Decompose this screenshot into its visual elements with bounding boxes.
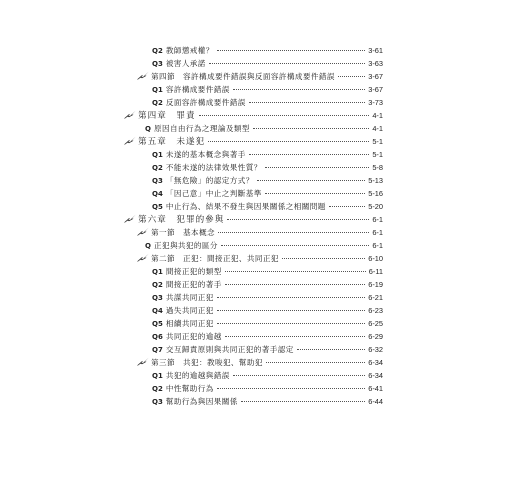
- quill-icon: [137, 253, 149, 262]
- entry-title: 反面容許構成要件錯誤: [165, 98, 246, 107]
- dot-leader: [225, 335, 365, 337]
- page-number: 6-32: [368, 345, 383, 354]
- dot-leader: [241, 400, 365, 402]
- toc-entry-q: [152, 44, 383, 57]
- dot-leader: [208, 140, 369, 142]
- dot-leader: [338, 75, 365, 77]
- toc-entry-q: [152, 343, 383, 356]
- entry-title: 第四章 罪責: [138, 111, 196, 121]
- page-number: 6-34: [368, 371, 383, 380]
- question-marker: Q6: [152, 333, 163, 341]
- page-number: 6-1: [372, 241, 383, 250]
- toc-entry-q: [152, 174, 383, 187]
- quill-icon: [124, 136, 136, 145]
- toc-entry-q: [152, 369, 383, 382]
- page-number: 5-8: [372, 163, 383, 172]
- dot-leader: [249, 153, 370, 155]
- page-number: 6-41: [368, 384, 383, 393]
- entry-title: 原因自由行為之理論及類型: [153, 124, 250, 133]
- entry-title: 「無危險」的認定方式？: [165, 176, 254, 185]
- dot-leader: [266, 361, 365, 363]
- entry-title: 交互歸責原則與共同正犯的著手認定: [165, 345, 294, 354]
- toc-entry-q: [152, 148, 383, 161]
- page-number: 3-61: [368, 46, 383, 55]
- question-marker: Q4: [152, 190, 163, 198]
- page-number: 6-29: [368, 332, 383, 341]
- toc-entry-q: [152, 265, 383, 278]
- entry-title: 間接正犯的著手: [165, 280, 222, 289]
- toc-entry-q: [152, 395, 383, 408]
- question-marker: Q2: [152, 47, 163, 55]
- toc-entry-section: [137, 356, 383, 369]
- quill-icon: [137, 227, 149, 236]
- dot-leader: [217, 296, 365, 298]
- dot-leader: [217, 322, 365, 324]
- toc-entry-q: [152, 317, 383, 330]
- entry-title: 共同正犯的逾越: [165, 332, 222, 341]
- toc-entry-q: [152, 382, 383, 395]
- entry-title: 幫助行為與因果關係: [165, 397, 238, 406]
- dot-leader: [225, 270, 366, 272]
- page-number: 3-63: [368, 59, 383, 68]
- entry-title: 正犯與共犯的區分: [153, 241, 218, 250]
- dot-leader: [227, 218, 369, 220]
- quill-icon: [137, 357, 149, 366]
- page-number: 4-1: [372, 124, 383, 133]
- question-marker: Q2: [152, 99, 163, 107]
- toc-entry-q: [152, 278, 383, 291]
- question-marker: Q2: [152, 164, 163, 172]
- page-number: 6-23: [368, 306, 383, 315]
- question-marker: Q5: [152, 320, 163, 328]
- page-number: 6-10: [368, 254, 383, 263]
- toc-entry-q: [152, 291, 383, 304]
- page-number: 6-19: [368, 280, 383, 289]
- toc-entry-section: [137, 252, 383, 265]
- toc-entry-chapter: [124, 135, 383, 148]
- entry-title: 教師懲戒權？: [165, 46, 214, 55]
- dot-leader: [282, 257, 365, 259]
- page-number: 5-1: [372, 150, 383, 159]
- dot-leader: [217, 49, 365, 51]
- toc-entry-q0: [145, 239, 383, 252]
- question-marker: Q: [145, 242, 151, 250]
- dot-leader: [297, 348, 365, 350]
- toc-entry-q: [152, 57, 383, 70]
- page-number: 3-67: [368, 85, 383, 94]
- question-marker: Q1: [152, 372, 163, 380]
- page-number: 6-34: [368, 358, 383, 367]
- toc-entry-q: [152, 96, 383, 109]
- toc-entry-section: [137, 70, 383, 83]
- dot-leader: [199, 114, 370, 116]
- entry-title: 第三節 共犯：教唆犯、幫助犯: [151, 358, 263, 367]
- entry-title: 中止行為、結果不發生與因果關係之相關問題: [165, 202, 326, 211]
- toc-entry-chapter: [124, 213, 383, 226]
- page-number: 5-20: [368, 202, 383, 211]
- dot-leader: [218, 231, 369, 233]
- entry-title: 第二節 正犯：間接正犯、共同正犯: [151, 254, 279, 263]
- page-number: 4-1: [372, 111, 383, 120]
- dot-leader: [265, 192, 365, 194]
- question-marker: Q4: [152, 307, 163, 315]
- entry-title: 第六章 犯罪的參與: [138, 215, 225, 225]
- entry-title: 間接正犯的類型: [165, 267, 222, 276]
- dot-leader: [217, 387, 365, 389]
- page-number: 6-44: [368, 397, 383, 406]
- dot-leader: [329, 205, 366, 207]
- entry-title: 第四節 容許構成要件錯誤與反面容許構成要件錯誤: [151, 72, 335, 81]
- question-marker: Q1: [152, 86, 163, 94]
- question-marker: Q1: [152, 268, 163, 276]
- dot-leader: [233, 88, 365, 90]
- toc-entry-section: [137, 226, 383, 239]
- entry-title: 「因己意」中止之判斷基準: [165, 189, 262, 198]
- question-marker: Q1: [152, 151, 163, 159]
- page-number: 6-1: [372, 215, 383, 224]
- dot-leader: [257, 179, 365, 181]
- question-marker: Q3: [152, 177, 163, 185]
- toc-entry-q: [152, 161, 383, 174]
- question-marker: Q3: [152, 294, 163, 302]
- entry-title: 不能未遂的法律效果性質？: [165, 163, 262, 172]
- page-number: 6-21: [368, 293, 383, 302]
- dot-leader: [233, 374, 365, 376]
- dot-leader: [265, 166, 370, 168]
- page-number: 6-25: [368, 319, 383, 328]
- dot-leader: [249, 101, 365, 103]
- page-number: 6-11: [368, 267, 383, 276]
- toc-entry-q0: [145, 122, 383, 135]
- dot-leader: [217, 309, 365, 311]
- quill-icon: [124, 110, 136, 119]
- quill-icon: [137, 71, 149, 80]
- question-marker: Q2: [152, 281, 163, 289]
- dot-leader: [253, 127, 369, 129]
- page-number: 6-1: [372, 228, 383, 237]
- page-number: 5-1: [372, 137, 383, 146]
- dot-leader: [221, 244, 369, 246]
- question-marker: Q: [145, 125, 151, 133]
- entry-title: 未遂的基本概念與著手: [165, 150, 246, 159]
- toc-entry-q: [152, 83, 383, 96]
- question-marker: Q3: [152, 60, 163, 68]
- toc-entry-q: [152, 187, 383, 200]
- entry-title: 相續共同正犯: [165, 319, 214, 328]
- dot-leader: [209, 62, 365, 64]
- page-number: 3-67: [368, 72, 383, 81]
- entry-title: 被害人承諾: [165, 59, 206, 68]
- page-number: 3-73: [368, 98, 383, 107]
- page-number: 5-13: [368, 176, 383, 185]
- question-marker: Q7: [152, 346, 163, 354]
- toc-entry-q: [152, 200, 383, 213]
- entry-title: 中性幫助行為: [165, 384, 214, 393]
- question-marker: Q2: [152, 385, 163, 393]
- entry-title: 共犯的逾越與錯誤: [165, 371, 230, 380]
- toc-entry-q: [152, 330, 383, 343]
- page-number: 5-16: [368, 189, 383, 198]
- entry-title: 第五章 未遂犯: [138, 137, 206, 147]
- toc-entry-chapter: [124, 109, 383, 122]
- quill-icon: [124, 214, 136, 223]
- question-marker: Q5: [152, 203, 163, 211]
- entry-title: 過失共同正犯: [165, 306, 214, 315]
- entry-title: 容許構成要件錯誤: [165, 85, 230, 94]
- entry-title: 共謀共同正犯: [165, 293, 214, 302]
- entry-title: 第一節 基本概念: [151, 228, 215, 237]
- toc-entry-q: [152, 304, 383, 317]
- dot-leader: [225, 283, 365, 285]
- question-marker: Q3: [152, 398, 163, 406]
